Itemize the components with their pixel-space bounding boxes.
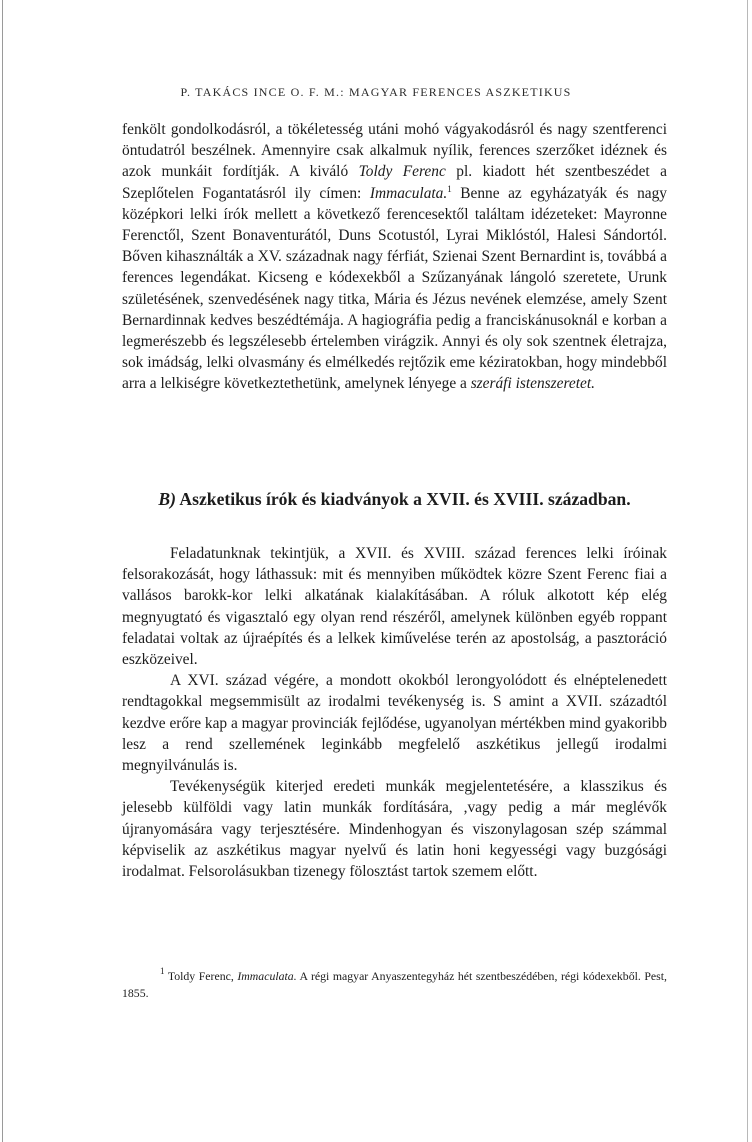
section-paragraph-1: Feladatunknak tekintjük, a XVII. és XVIII. század ferences lelki íróinak felsorakozását, hogy láthassuk: mit és mennyiben működtek közre Szent Ferenc fiai a vallásos barokk-kor lelki alkatának kialakításában. A róluk alkotott kép elég megnyugtató és vigasztaló egy olyan rend részéről, amelynek különben egyéb roppant feladatai voltak az újraépítés és a lelkek kiművelése terén az apostolság, a pasztoráció eszközeivel. (122, 545, 667, 669)
running-header: P. TAKÁCS INCE O. F. M.: MAGYAR FERENCES ASZKETIKUS (180, 85, 572, 99)
page-edge-right (747, 0, 748, 1142)
main-text (122, 119, 667, 395)
section-paragraph-2: A XVI. század végére, a mondott okokból lerongyolódott és elnéptelenedett rendtagokkal megsemmisült az irodalmi tevékenység is. S amint a XVII. századtól kezdve erőre kap a magyar provinciák fejlődése, ugyanolyan mértékben mind gyakoribb lesz a rend szellemének leginkább megfelelő aszkétikus jellegű irodalmi megnyilvánulás is. (122, 672, 667, 775)
section-label: B) (158, 489, 176, 509)
footnote-mark: 1 (160, 966, 165, 976)
emphasis-text: szeráfi istenszeretet. (470, 375, 595, 393)
footnote (122, 968, 667, 1001)
footnote-author: Toldy Ferenc, (164, 969, 238, 983)
footnote-text: A régi magyar Anyaszentegyház hét szentbeszédében, régi kódexekből. Pest, 1855. (122, 969, 667, 1000)
section-paragraph-3: Tevékenységük kiterjed eredeti munkák megjelentetésére, a klasszikus és jelesebb külföldi vagy latin munkák fordítására, ,vagy pedig a már meglévők újranyomására vagy terjesztésére. Mindenhogyan és viszonylagosan szép számmal képviselik az aszkétikus magyar nyelvű és latin honi kegyességi vagy buzgósági irodalmat. Felsorolásukban tizenegy fölosztást tartok szemem előtt. (122, 778, 667, 881)
footnote-title: Immaculata. (237, 969, 297, 983)
paragraph-1 (122, 119, 667, 395)
section-heading (122, 488, 667, 510)
footnote-reference[interactable]: 1 (447, 183, 452, 194)
page-edge-left (2, 0, 3, 1142)
paragraph-1-part-2: pl. kiadott hét szentbeszédet a Szeplőtelen Fogantatásról ily címen: (122, 163, 667, 202)
work-title: Immaculata. (369, 184, 448, 202)
section-title-text: Aszketikus írók és kiadványok a XVII. és XVIII. században. (176, 489, 631, 509)
section-body (122, 543, 667, 882)
paragraph-1-part-1: fenkölt gondolkodásról, a tökéletesség utáni mohó vágyakodásról és nagy szentferenci öntudatról beszélnek. Amennyire csak alkalmuk nyílik, ferences szerzőket idéznek és azok munkáit fordítják. A kiváló (122, 121, 667, 181)
author-name: Toldy Ferenc (358, 163, 446, 181)
paragraph-1-part-3: Benne az egyházatyák és nagy középkori lelki írók mellett a következő ferencesektől találtam idézeteket: Mayronne Ferenctől, Szent Bonaventurától, Duns Scotustól, Lyrai Miklóstól, Halesi Sándortól. Bőven kihasználták a XV. századnak nagy férfiát, Szienai Szent Bernardint is, továbbá a ferences legendákat. Kicseng e kódexekből a Szűzanyának lángoló szeretete, Urunk születésének, szenvedésének nagy titka, Mária és Jézus nevének elemzése, amely Szent Bernardinnak kedves beszédtémája. A hagiográfia pedig a franciskánusoknál e korban a legmerészebb és legszélesebb értelemben virágzik. Annyi és oly sok szentnek életrajza, sok imádság, lelki olvasmány és elmélkedés rejtőzik eme kéziratokban, hogy mindebből arra a lelkiségre következtethetünk, amelynek lényege a (122, 184, 668, 393)
